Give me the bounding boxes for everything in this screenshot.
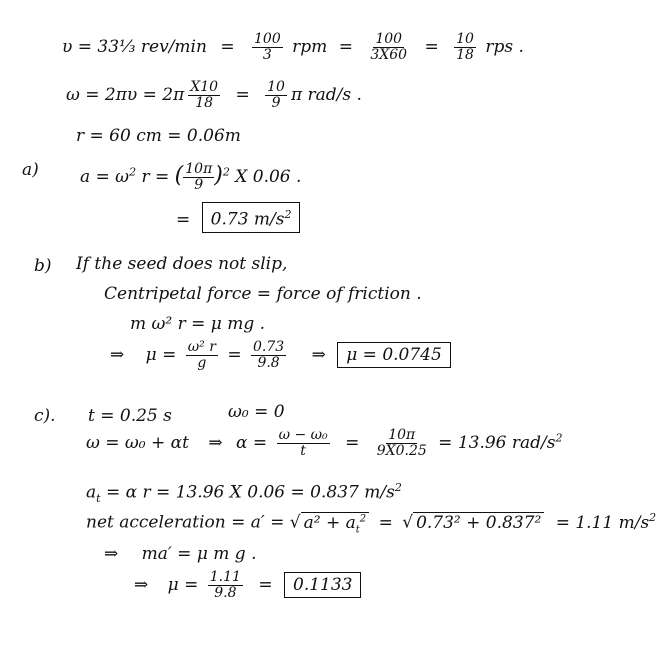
fraction-w2r-g: $\frac{\text{ω² r}}{g}$: [187, 339, 216, 371]
part-c-tangential-line: $a_t = \alpha$ r = 13.96 X 0.06 = 0.837 $m/s^2$: [86, 481, 402, 506]
radical-numbers: 0.73² + 0.837²: [413, 512, 544, 533]
fraction-x10-18: $\frac{X10}{18}$: [190, 79, 219, 111]
part-c-omega-line: ω = ω₀ + αt ⇒ α = $\frac{\text{ω − ω₀}}{t}$ = $\frac{10\pi}{9X0.25}$ = 13.96 rad/$s^2$: [86, 427, 563, 459]
part-a-label: a): [22, 160, 39, 180]
part-b-line2: Centripetal force = force of friction .: [104, 284, 422, 304]
part-c-ma-line: ⇒ ma′ = μ m g .: [104, 544, 257, 564]
answer-box-c: 0.1133: [284, 572, 361, 598]
part-b-mu-line: ⇒ μ = $\frac{\text{ω² r}}{g}$ = $\frac{0.73}{9.8}$ ⇒ μ = 0.0745: [110, 340, 451, 371]
fraction-10-9: $\frac{10}{9}$: [267, 79, 285, 111]
fraction-073-98: $\frac{0.73}{9.8}$: [253, 339, 285, 371]
fraction-10pi-9: $\frac{10\pi}{9}$: [185, 161, 213, 193]
answer-box-a: 0.73 $m/s^2$: [202, 202, 301, 233]
fraction-111-98: $\frac{1.11}{9.8}$: [209, 569, 241, 601]
part-a-equation: $a = \omega^2$ r = ( $\frac{10\pi}{9}$ )$^2$ X 0.06 .: [80, 161, 302, 193]
velocity-def: υ = 33⅓ rev/min: [62, 37, 207, 57]
part-b-line1: If the seed does not slip,: [76, 254, 288, 274]
part-c-mu-line: ⇒ μ = $\frac{1.11}{9.8}$ = 0.1133: [134, 570, 361, 601]
part-c-time: t = 0.25 s: [88, 406, 172, 426]
fraction-100-3: $\frac{100}{3}$: [254, 31, 281, 63]
part-a-result: = 0.73 $m/s^2$: [176, 202, 300, 233]
part-c-omega0: ω₀ = 0: [228, 402, 285, 422]
radius-line: r = 60 cm = 0.06m: [76, 126, 241, 146]
part-b-label: b): [34, 256, 52, 276]
omega-line: ω = 2πυ = 2π $\frac{X10}{18}$ = $\frac{10}{9}$ π rad/s .: [66, 79, 362, 111]
answer-box-b: μ = 0.0745: [337, 342, 451, 368]
fraction-100-3x60: $\frac{100}{3X60}$: [370, 31, 408, 63]
part-c-net-line: net acceleration = a′ = √ $a^2 + a_t^2$ = √ 0.73² + 0.837² = 1.11 $m/s^2$: [86, 511, 656, 536]
fraction-10pi-9x025: $\frac{10\pi}{9X0.25}$: [376, 427, 427, 459]
part-c-label: c).: [34, 406, 56, 426]
velocity-line: υ = 33⅓ rev/min = $\frac{100}{3}$ rpm = $\frac{100}{3X60}$ = $\frac{10}{18}$ rps .: [62, 31, 524, 63]
fraction-w-w0-t: $\frac{\text{ω − ω₀}}{t}$: [278, 427, 328, 459]
fraction-10-18: $\frac{10}{18}$: [456, 31, 474, 63]
radical-a-at: $a^2 + a_t^2$: [301, 512, 370, 533]
part-b-line3: m ω² r = μ mg .: [130, 314, 266, 334]
